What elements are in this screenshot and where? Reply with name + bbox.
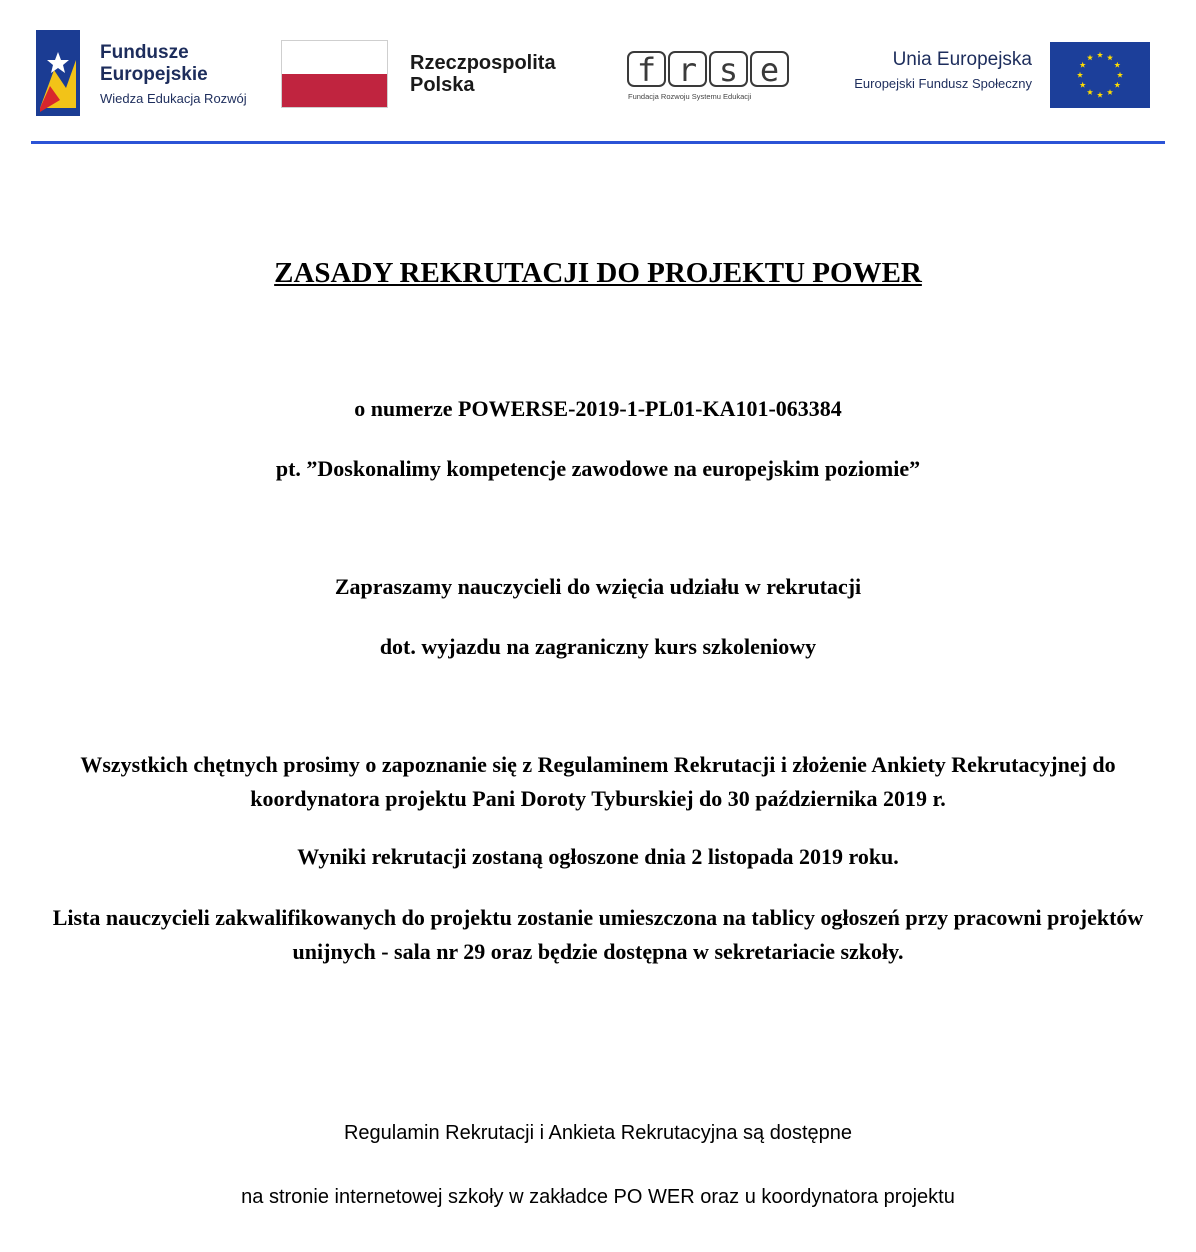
fe-line2: Europejskie (100, 64, 208, 85)
fundusze-europejskie-text (100, 42, 247, 109)
eu-flag-icon (1050, 42, 1150, 108)
request-paragraph: Wszystkich chętnych prosimy o zapoznanie się z Regulaminem Rekrutacji i złożenie Ankiety Rekrutacyjnej do koordynatora projektu Pani Doroty Tyburskiej do 30 października 2019 r. (80, 752, 1116, 811)
rp-line2: Polska (410, 74, 475, 96)
svg-text:f: f (636, 51, 657, 89)
rp-line1: Rzeczpospolita (410, 52, 556, 74)
results-line: Wyniki rekrutacji zostaną ogłoszone dnia 2 listopada 2019 roku. (297, 844, 899, 869)
svg-text:s: s (718, 51, 739, 89)
svg-text:e: e (759, 51, 780, 89)
unia-europejska-text (826, 48, 1032, 94)
frse-caption: Fundacja Rozwoju Systemu Edukacji (628, 92, 752, 101)
fundusze-europejskie-logo (36, 30, 80, 116)
svg-text:r: r (677, 51, 698, 89)
fe-line1: Fundusze (100, 42, 189, 63)
invitation-line-1: Zapraszamy nauczycieli do wzięcia udziału w rekrutacji (334, 574, 862, 599)
logo-bar (0, 0, 1196, 150)
fe-line3: Wiedza Edukacja Rozwój (100, 91, 247, 106)
rzeczpospolita-polska-text (410, 52, 556, 96)
project-number: o numerze POWERSE-2019-1-PL01-KA101-063384 (354, 396, 842, 421)
page-title: ZASADY REKRUTACJI DO PROJEKTU POWER (274, 257, 922, 289)
ue-line1: Unia Europejska (892, 49, 1032, 70)
footer-line-1: Regulamin Rekrutacji i Ankieta Rekrutacyjna są dostępne (343, 1122, 853, 1144)
header-divider (31, 141, 1165, 144)
ue-line2: Europejski Fundusz Społeczny (854, 76, 1032, 91)
footer-line-2: na stronie internetowej szkoły w zakładce PO WER oraz u koordynatora projektu (241, 1186, 955, 1208)
project-name: pt. ”Doskonalimy kompetencje zawodowe na europejskim poziomie” (275, 456, 921, 481)
invitation-line-2: dot. wyjazdu na zagraniczny kurs szkoleniowy (379, 634, 817, 659)
list-paragraph: Lista nauczycieli zakwalifikowanych do projektu zostanie umieszczona na tablicy ogłoszeń przy pracowni projektów unijnych - sala nr 29 oraz będzie dostępna w sekretariacie szkoły. (52, 905, 1144, 964)
polish-flag-icon (281, 40, 388, 108)
